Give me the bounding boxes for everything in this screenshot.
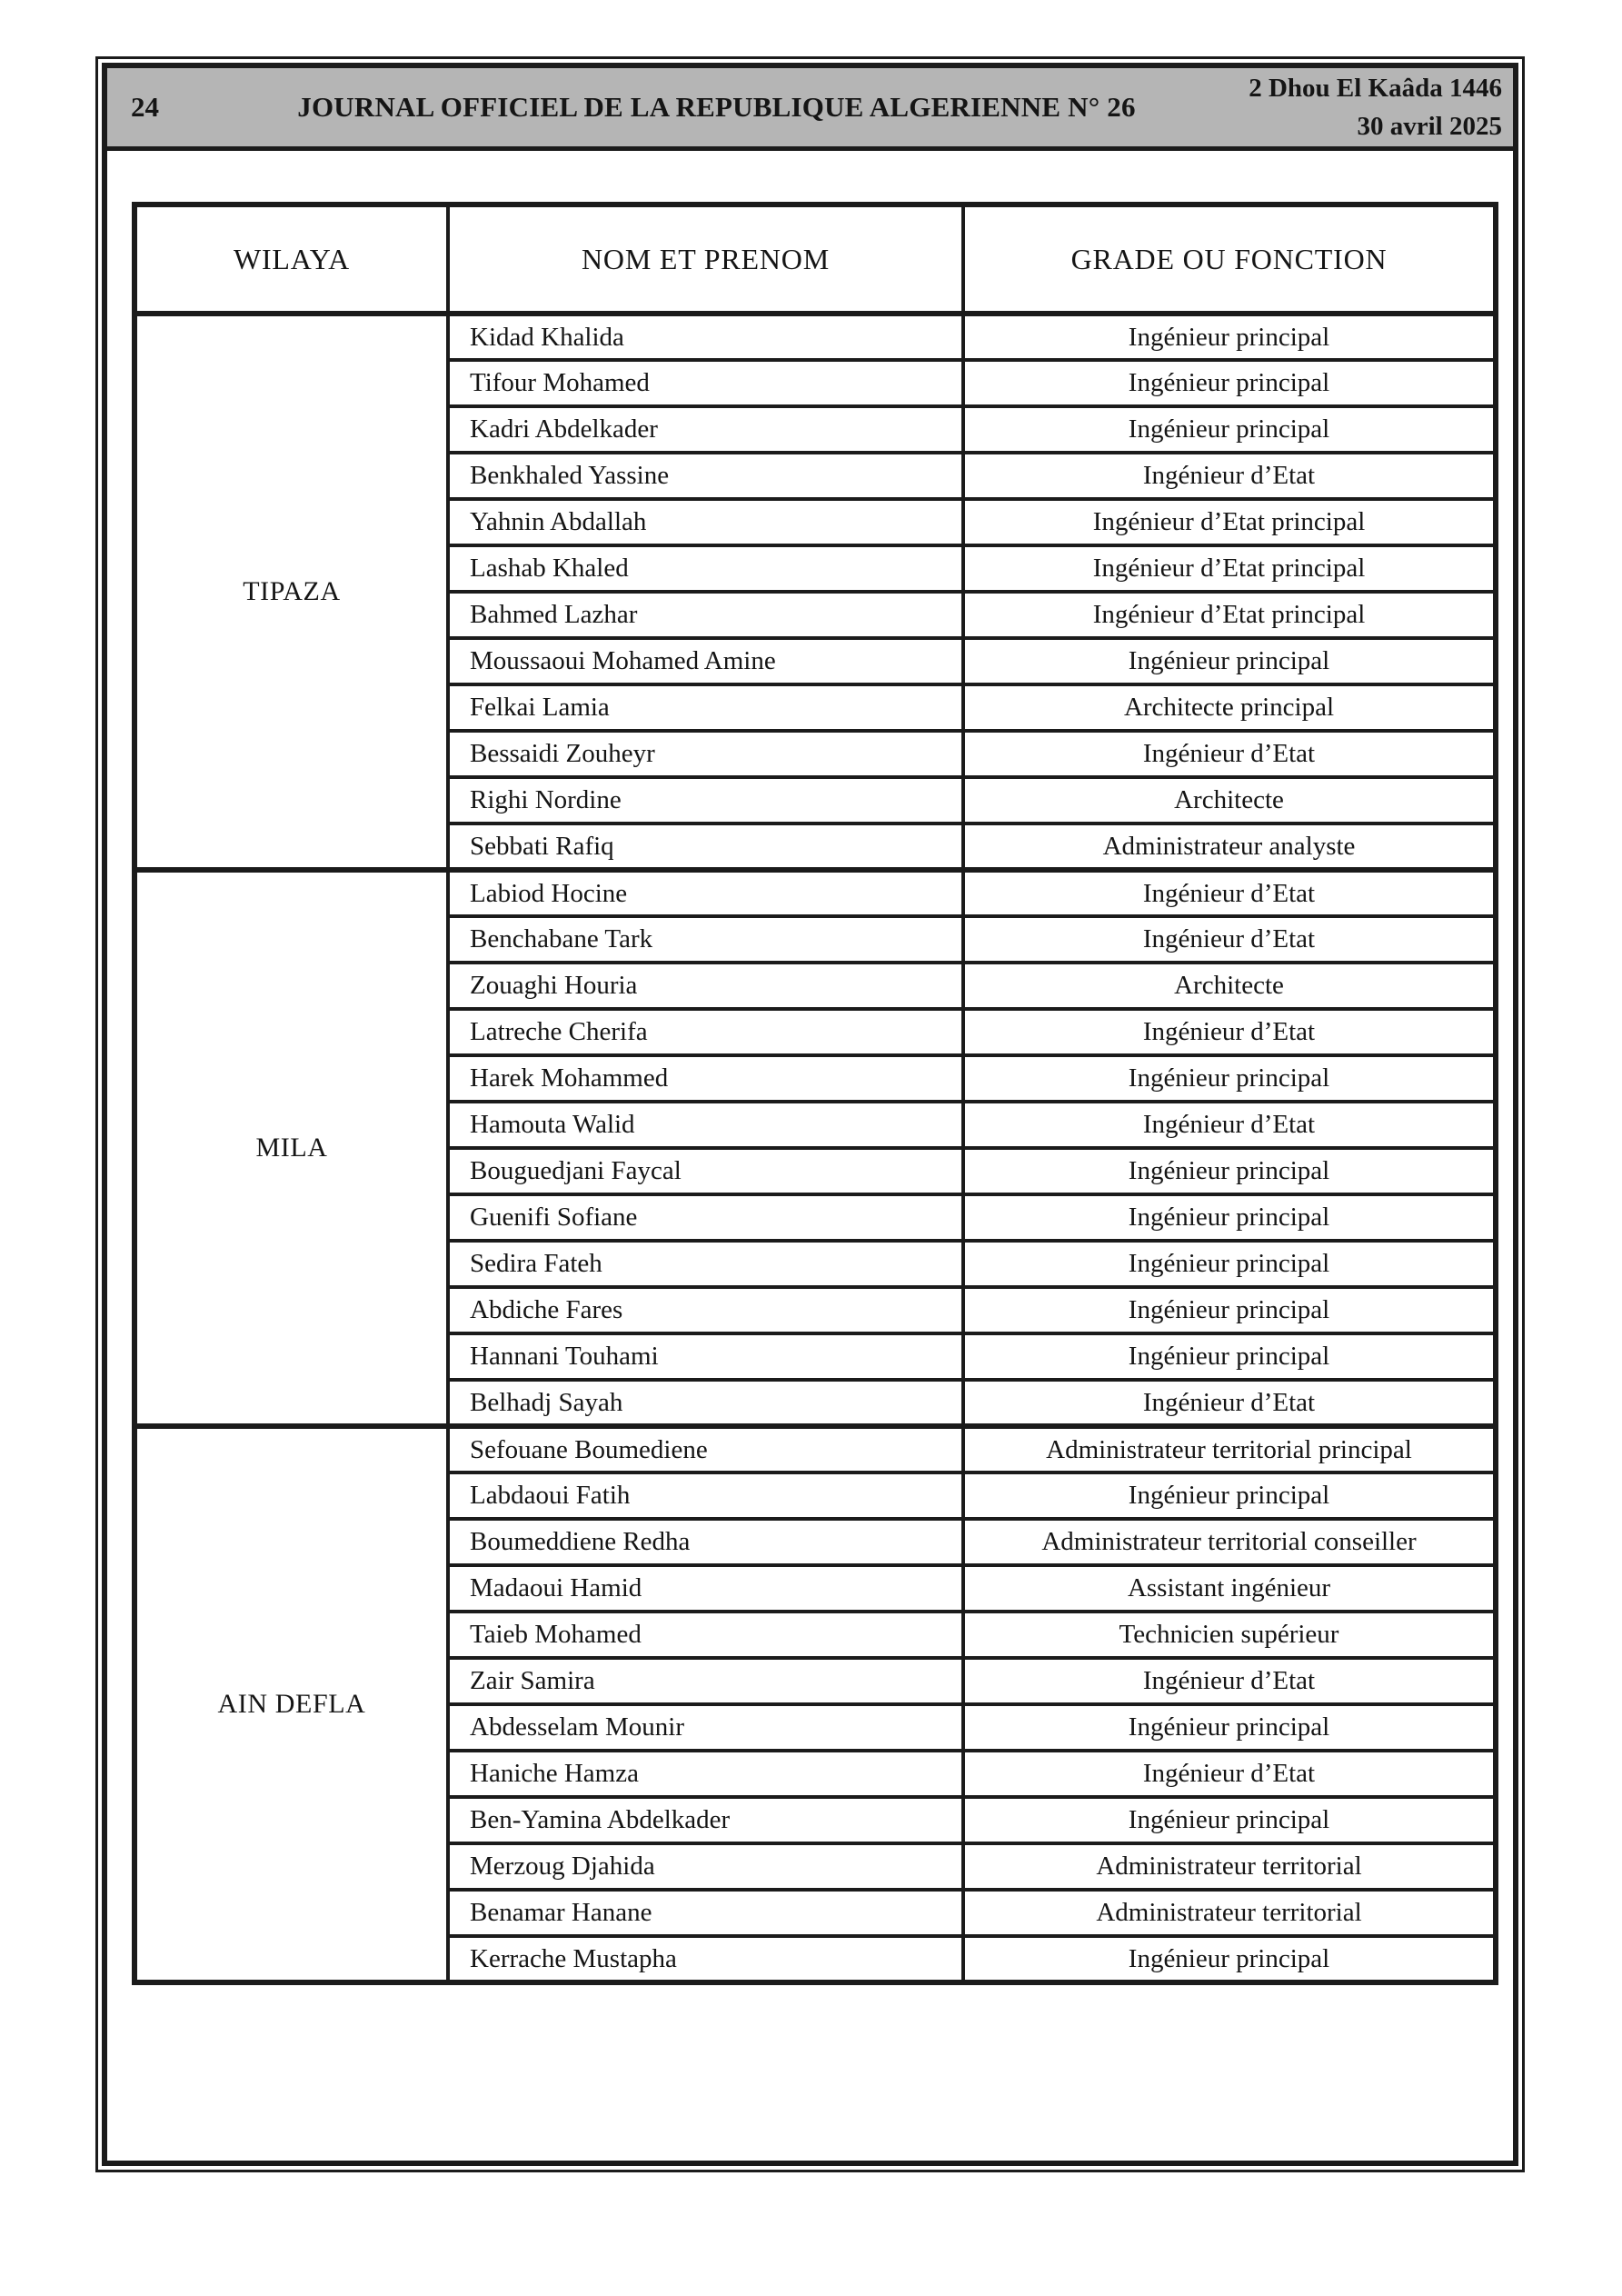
section-tipaza (134, 314, 1496, 870)
grade-cell: Ingénieur d’Etat (963, 1009, 1496, 1055)
name-cell: Taieb Mohamed (448, 1612, 963, 1658)
grade-cell: Ingénieur principal (963, 1704, 1496, 1751)
grade-cell: Ingénieur d’Etat (963, 916, 1496, 963)
wilaya-cell: TIPAZA (134, 314, 448, 870)
grade-cell: Ingénieur principal (963, 406, 1496, 453)
grade-cell: Administrateur territorial principal (963, 1426, 1496, 1472)
column-header-grade: GRADE OU FONCTION (963, 205, 1496, 314)
grade-cell: Ingénieur principal (963, 1241, 1496, 1287)
table-row (134, 870, 1496, 916)
name-cell: Ben-Yamina Abdelkader (448, 1797, 963, 1843)
table-header (134, 205, 1496, 314)
name-cell: Kadri Abdelkader (448, 406, 963, 453)
journal-title: JOURNAL OFFICIEL DE LA REPUBLIQUE ALGERIENNE N° 26 (297, 91, 1136, 123)
masthead-dates (1202, 69, 1502, 145)
name-cell: Belhadj Sayah (448, 1380, 963, 1426)
grade-cell: Ingénieur d’Etat principal (963, 499, 1496, 545)
grade-cell: Ingénieur principal (963, 1797, 1496, 1843)
grade-cell: Architecte principal (963, 684, 1496, 731)
name-cell: Yahnin Abdallah (448, 499, 963, 545)
name-cell: Boumeddiene Redha (448, 1519, 963, 1565)
name-cell: Sefouane Boumediene (448, 1426, 963, 1472)
name-cell: Latreche Cherifa (448, 1009, 963, 1055)
name-cell: Abdiche Fares (448, 1287, 963, 1333)
name-cell: Bouguedjani Faycal (448, 1148, 963, 1194)
name-cell: Bahmed Lazhar (448, 592, 963, 638)
name-cell: Haniche Hamza (448, 1751, 963, 1797)
grade-cell: Ingénieur principal (963, 314, 1496, 360)
name-cell: Moussaoui Mohamed Amine (448, 638, 963, 684)
grade-cell: Administrateur territorial conseiller (963, 1519, 1496, 1565)
table-row (134, 314, 1496, 360)
grade-cell: Technicien supérieur (963, 1612, 1496, 1658)
name-cell: Sebbati Rafiq (448, 824, 963, 870)
name-cell: Sedira Fateh (448, 1241, 963, 1287)
grade-cell: Ingénieur principal (963, 638, 1496, 684)
grade-cell: Ingénieur principal (963, 360, 1496, 406)
personnel-table (132, 202, 1498, 1985)
grade-cell: Ingénieur principal (963, 1333, 1496, 1380)
name-cell: Merzoug Djahida (448, 1843, 963, 1890)
grade-cell: Ingénieur d’Etat (963, 453, 1496, 499)
name-cell: Labiod Hocine (448, 870, 963, 916)
name-cell: Madaoui Hamid (448, 1565, 963, 1612)
name-cell: Lashab Khaled (448, 545, 963, 592)
name-cell: Harek Mohammed (448, 1055, 963, 1102)
wilaya-cell: AIN DEFLA (134, 1426, 448, 1982)
name-cell: Tifour Mohamed (448, 360, 963, 406)
table-row (134, 1426, 1496, 1472)
grade-cell: Ingénieur d’Etat (963, 1658, 1496, 1704)
date-hijri: 2 Dhou El Kaâda 1446 (1249, 74, 1502, 103)
header-row (134, 205, 1496, 314)
grade-cell: Ingénieur principal (963, 1287, 1496, 1333)
date-gregorian: 30 avril 2025 (1357, 112, 1502, 141)
name-cell: Zouaghi Houria (448, 963, 963, 1009)
section-ain-defla (134, 1426, 1496, 1982)
section-mila (134, 870, 1496, 1426)
grade-cell: Ingénieur d’Etat principal (963, 592, 1496, 638)
name-cell: Felkai Lamia (448, 684, 963, 731)
grade-cell: Architecte (963, 777, 1496, 824)
page-number: 24 (131, 91, 159, 123)
grade-cell: Ingénieur d’Etat (963, 870, 1496, 916)
grade-cell: Ingénieur d’Etat (963, 731, 1496, 777)
grade-cell: Administrateur territorial (963, 1890, 1496, 1936)
grade-cell: Administrateur analyste (963, 824, 1496, 870)
grade-cell: Ingénieur d’Etat principal (963, 545, 1496, 592)
grade-cell: Architecte (963, 963, 1496, 1009)
name-cell: Hannani Touhami (448, 1333, 963, 1380)
grade-cell: Ingénieur principal (963, 1055, 1496, 1102)
name-cell: Hamouta Walid (448, 1102, 963, 1148)
grade-cell: Assistant ingénieur (963, 1565, 1496, 1612)
grade-cell: Ingénieur d’Etat (963, 1751, 1496, 1797)
name-cell: Abdesselam Mounir (448, 1704, 963, 1751)
name-cell: Benamar Hanane (448, 1890, 963, 1936)
grade-cell: Ingénieur principal (963, 1194, 1496, 1241)
grade-cell: Ingénieur principal (963, 1148, 1496, 1194)
name-cell: Benchabane Tark (448, 916, 963, 963)
grade-cell: Ingénieur d’Etat (963, 1102, 1496, 1148)
name-cell: Kerrache Mustapha (448, 1936, 963, 1982)
grade-cell: Ingénieur d’Etat (963, 1380, 1496, 1426)
name-cell: Righi Nordine (448, 777, 963, 824)
name-cell: Guenifi Sofiane (448, 1194, 963, 1241)
name-cell: Labdaoui Fatih (448, 1472, 963, 1519)
grade-cell: Administrateur territorial (963, 1843, 1496, 1890)
name-cell: Zair Samira (448, 1658, 963, 1704)
masthead (107, 68, 1513, 151)
name-cell: Kidad Khalida (448, 314, 963, 360)
column-header-nom: NOM ET PRENOM (448, 205, 963, 314)
name-cell: Bessaidi Zouheyr (448, 731, 963, 777)
grade-cell: Ingénieur principal (963, 1472, 1496, 1519)
grade-cell: Ingénieur principal (963, 1936, 1496, 1982)
name-cell: Benkhaled Yassine (448, 453, 963, 499)
column-header-wilaya: WILAYA (134, 205, 448, 314)
wilaya-cell: MILA (134, 870, 448, 1426)
